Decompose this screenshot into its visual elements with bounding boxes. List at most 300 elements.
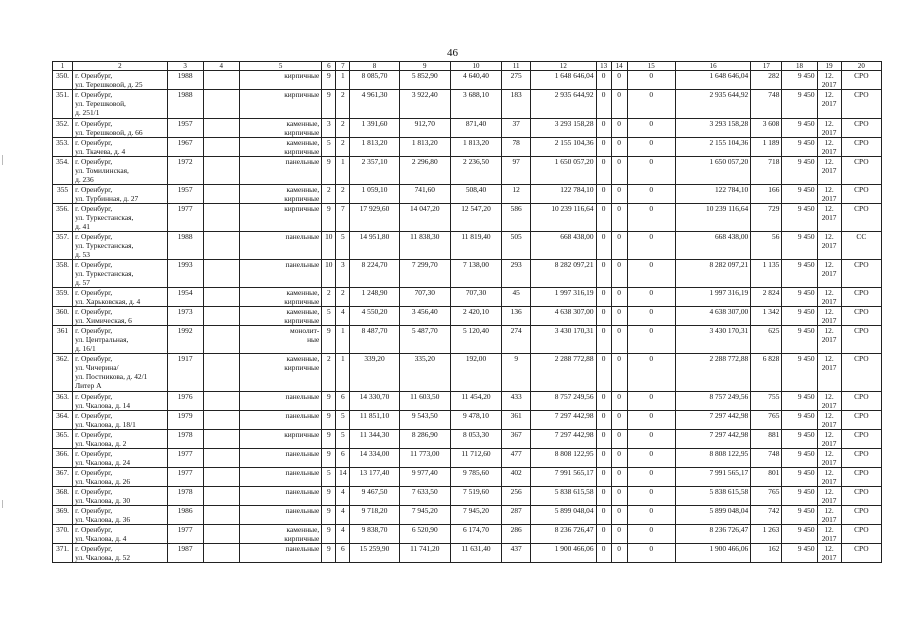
address-line: ул. Терешковой, д. 25 xyxy=(75,80,143,89)
max-cost-cell: 9 450 xyxy=(782,430,817,449)
unit-cost-cell: 282 xyxy=(751,71,782,90)
address-line: г. Оренбург, xyxy=(75,71,113,80)
cost-total-cell: 5 899 048,04 xyxy=(675,506,750,525)
cost-total-cell: 3 293 158,28 xyxy=(675,119,750,138)
residents-cell: 367 xyxy=(502,430,531,449)
wall-material-cell xyxy=(239,119,321,138)
row-number-cell: 357. xyxy=(53,232,73,260)
cost-total-cell: 668 438,00 xyxy=(675,232,750,260)
deadline-line: 12. xyxy=(824,157,834,166)
floors-cell: 2 xyxy=(322,288,336,307)
wall-material-line: кирпичные xyxy=(284,194,320,203)
table-row xyxy=(53,71,882,90)
zero-cell: 0 xyxy=(596,392,611,411)
wall-material-cell xyxy=(239,232,321,260)
total-area-cell: 17 929,60 xyxy=(350,204,399,232)
method-cell: СРО xyxy=(841,90,881,119)
address-line: г. Оренбург, xyxy=(75,232,113,241)
living-area-cell: 11 712,60 xyxy=(450,449,501,468)
column-number-cell: 16 xyxy=(675,62,750,71)
row-number-cell: 355 xyxy=(53,185,73,204)
table-row xyxy=(53,157,882,185)
address-line: г. Оренбург, xyxy=(75,468,113,477)
row-number-cell: 350. xyxy=(53,71,73,90)
cost-cell: 8 282 097,21 xyxy=(531,260,596,288)
method-cell: СРО xyxy=(841,157,881,185)
unit-cost-cell: 166 xyxy=(751,185,782,204)
living-area-cell: 7 138,00 xyxy=(450,260,501,288)
address-line: ул. Чкалова, д. 26 xyxy=(75,477,131,486)
year-cell: 1977 xyxy=(167,204,203,232)
floors-cell: 2 xyxy=(322,354,336,392)
deadline-cell xyxy=(817,204,841,232)
cost-cell: 2 288 772,88 xyxy=(531,354,596,392)
address-cell xyxy=(73,90,167,119)
year-cell: 1993 xyxy=(167,260,203,288)
deadline-cell xyxy=(817,260,841,288)
cost-cell: 668 438,00 xyxy=(531,232,596,260)
address-line: г. Оренбург, xyxy=(75,138,113,147)
area-cell: 707,30 xyxy=(399,288,450,307)
total-area-cell: 1 248,90 xyxy=(350,288,399,307)
table-row xyxy=(53,138,882,157)
cost-total-cell: 1 900 466,06 xyxy=(675,544,750,563)
address-line: ул. Постникова, д. 42/1 xyxy=(75,372,148,381)
entrances-cell: 1 xyxy=(336,71,350,90)
cost-total-cell: 1 997 316,19 xyxy=(675,288,750,307)
entrances-cell: 5 xyxy=(336,430,350,449)
zero-cell: 0 xyxy=(627,487,675,506)
year-cell: 1957 xyxy=(167,119,203,138)
living-area-cell: 2 236,50 xyxy=(450,157,501,185)
empty-cell xyxy=(203,506,239,525)
column-number-cell: 5 xyxy=(239,62,321,71)
row-number-cell: 361 xyxy=(53,326,73,354)
address-line: г. Оренбург, xyxy=(75,288,113,297)
wall-material-cell xyxy=(239,71,321,90)
max-cost-cell: 9 450 xyxy=(782,392,817,411)
residents-cell: 136 xyxy=(502,307,531,326)
floors-cell: 9 xyxy=(322,157,336,185)
cost-total-cell: 122 784,10 xyxy=(675,185,750,204)
column-number-cell: 18 xyxy=(782,62,817,71)
max-cost-cell: 9 450 xyxy=(782,449,817,468)
residents-cell: 361 xyxy=(502,411,531,430)
cost-cell: 4 638 307,00 xyxy=(531,307,596,326)
floors-cell: 10 xyxy=(322,232,336,260)
empty-cell xyxy=(203,449,239,468)
row-number-cell: 363. xyxy=(53,392,73,411)
empty-cell xyxy=(203,326,239,354)
wall-material-line: панельные xyxy=(285,232,320,241)
zero-cell: 0 xyxy=(611,157,627,185)
area-cell: 9 977,40 xyxy=(399,468,450,487)
zero-cell: 0 xyxy=(627,119,675,138)
method-cell: СРО xyxy=(841,326,881,354)
method-cell: СРО xyxy=(841,71,881,90)
method-cell: СРО xyxy=(841,449,881,468)
entrances-cell: 5 xyxy=(336,232,350,260)
column-number-cell: 1 xyxy=(53,62,73,71)
wall-material-cell xyxy=(239,506,321,525)
entrances-cell: 5 xyxy=(336,411,350,430)
empty-cell xyxy=(203,157,239,185)
address-line: г. Оренбург, xyxy=(75,90,113,99)
unit-cost-cell: 729 xyxy=(751,204,782,232)
column-number-cell: 11 xyxy=(502,62,531,71)
residents-cell: 286 xyxy=(502,525,531,544)
max-cost-cell: 9 450 xyxy=(782,326,817,354)
address-cell xyxy=(73,307,167,326)
cost-total-cell: 2 935 644,92 xyxy=(675,90,750,119)
wall-material-line: каменные, xyxy=(286,119,320,128)
method-cell: СРО xyxy=(841,354,881,392)
deadline-cell xyxy=(817,354,841,392)
year-cell: 1973 xyxy=(167,307,203,326)
total-area-cell: 9 838,70 xyxy=(350,525,399,544)
zero-cell: 0 xyxy=(627,392,675,411)
address-cell xyxy=(73,411,167,430)
zero-cell: 0 xyxy=(596,185,611,204)
living-area-cell: 11 631,40 xyxy=(450,544,501,563)
floors-cell: 5 xyxy=(322,307,336,326)
living-area-cell: 12 547,20 xyxy=(450,204,501,232)
year-cell: 1988 xyxy=(167,71,203,90)
total-area-cell: 14 951,80 xyxy=(350,232,399,260)
floors-cell: 10 xyxy=(322,260,336,288)
year-cell: 1976 xyxy=(167,392,203,411)
zero-cell: 0 xyxy=(611,354,627,392)
unit-cost-cell: 748 xyxy=(751,449,782,468)
empty-cell xyxy=(203,260,239,288)
max-cost-cell: 9 450 xyxy=(782,506,817,525)
cost-total-cell: 4 638 307,00 xyxy=(675,307,750,326)
address-line: ул. Чкалова, д. 36 xyxy=(75,515,131,524)
cost-cell: 8 236 726,47 xyxy=(531,525,596,544)
column-number-cell: 20 xyxy=(841,62,881,71)
address-line: ул. Чичерина/ xyxy=(75,363,119,372)
zero-cell: 0 xyxy=(627,138,675,157)
total-area-cell: 1 391,60 xyxy=(350,119,399,138)
zero-cell: 0 xyxy=(596,449,611,468)
unit-cost-cell: 162 xyxy=(751,544,782,563)
address-line: ул. Ткачева, д. 4 xyxy=(75,147,126,156)
wall-material-line: монолит- xyxy=(290,326,320,335)
row-number-cell: 362. xyxy=(53,354,73,392)
address-line: д. 41 xyxy=(75,222,90,231)
residents-cell: 586 xyxy=(502,204,531,232)
max-cost-cell: 9 450 xyxy=(782,232,817,260)
floors-cell: 9 xyxy=(322,326,336,354)
year-cell: 1967 xyxy=(167,138,203,157)
deadline-line: 2017 xyxy=(821,241,837,250)
max-cost-cell: 9 450 xyxy=(782,487,817,506)
total-area-cell: 1 813,20 xyxy=(350,138,399,157)
living-area-cell: 8 053,30 xyxy=(450,430,501,449)
living-area-cell: 4 640,40 xyxy=(450,71,501,90)
entrances-cell: 4 xyxy=(336,487,350,506)
table-row xyxy=(53,392,882,411)
cost-total-cell: 1 648 646,04 xyxy=(675,71,750,90)
address-cell xyxy=(73,138,167,157)
zero-cell: 0 xyxy=(596,119,611,138)
empty-cell xyxy=(203,288,239,307)
zero-cell: 0 xyxy=(627,288,675,307)
address-line: г. Оренбург, xyxy=(75,430,113,439)
zero-cell: 0 xyxy=(627,411,675,430)
address-line: г. Оренбург, xyxy=(75,354,113,363)
unit-cost-cell: 3 608 xyxy=(751,119,782,138)
deadline-line: 12. xyxy=(824,307,834,316)
table-body xyxy=(53,62,882,563)
residents-cell: 256 xyxy=(502,487,531,506)
wall-material-cell xyxy=(239,411,321,430)
wall-material-cell xyxy=(239,354,321,392)
deadline-line: 12. xyxy=(824,71,834,80)
address-line: ул. Туркестанская, xyxy=(75,269,134,278)
cost-cell: 2 155 104,36 xyxy=(531,138,596,157)
residents-cell: 78 xyxy=(502,138,531,157)
deadline-cell xyxy=(817,449,841,468)
cost-total-cell: 2 288 772,88 xyxy=(675,354,750,392)
address-line: ул. Турбинная, д. 27 xyxy=(75,194,139,203)
cost-cell: 1 648 646,04 xyxy=(531,71,596,90)
column-number-cell: 14 xyxy=(611,62,627,71)
deadline-line: 12. xyxy=(824,544,834,553)
wall-material-cell xyxy=(239,487,321,506)
zero-cell: 0 xyxy=(596,157,611,185)
zero-cell: 0 xyxy=(627,506,675,525)
deadline-cell xyxy=(817,157,841,185)
method-cell: СРО xyxy=(841,260,881,288)
max-cost-cell: 9 450 xyxy=(782,525,817,544)
address-line: ул. Томилинская, xyxy=(75,166,129,175)
deadline-line: 2017 xyxy=(821,534,837,543)
table-row xyxy=(53,119,882,138)
max-cost-cell: 9 450 xyxy=(782,204,817,232)
zero-cell: 0 xyxy=(596,354,611,392)
table-row xyxy=(53,185,882,204)
row-number-cell: 368. xyxy=(53,487,73,506)
zero-cell: 0 xyxy=(611,119,627,138)
zero-cell: 0 xyxy=(611,392,627,411)
cost-cell: 5 899 048,04 xyxy=(531,506,596,525)
max-cost-cell: 9 450 xyxy=(782,544,817,563)
deadline-cell xyxy=(817,487,841,506)
column-number-cell: 15 xyxy=(627,62,675,71)
row-number-cell: 359. xyxy=(53,288,73,307)
row-number-cell: 354. xyxy=(53,157,73,185)
total-area-cell: 9 718,20 xyxy=(350,506,399,525)
method-cell: СРО xyxy=(841,138,881,157)
living-area-cell: 11 454,20 xyxy=(450,392,501,411)
method-cell: СРО xyxy=(841,411,881,430)
cost-cell: 122 784,10 xyxy=(531,185,596,204)
wall-material-cell xyxy=(239,326,321,354)
total-area-cell: 8 085,70 xyxy=(350,71,399,90)
address-cell xyxy=(73,119,167,138)
address-cell xyxy=(73,506,167,525)
column-number-cell: 8 xyxy=(350,62,399,71)
residents-cell: 97 xyxy=(502,157,531,185)
method-cell: СРО xyxy=(841,392,881,411)
wall-material-line: панельные xyxy=(285,468,320,477)
address-line: ул. Харьковская, д. 4 xyxy=(75,297,141,306)
deadline-line: 2017 xyxy=(821,458,837,467)
housing-registry-table xyxy=(52,61,882,563)
address-cell xyxy=(73,232,167,260)
deadline-line: 12. xyxy=(824,326,834,335)
row-number-cell: 358. xyxy=(53,260,73,288)
address-cell xyxy=(73,392,167,411)
deadline-line: 2017 xyxy=(821,401,837,410)
row-number-cell: 351. xyxy=(53,90,73,119)
deadline-cell xyxy=(817,138,841,157)
address-line: г. Оренбург, xyxy=(75,392,113,401)
row-number-cell: 370. xyxy=(53,525,73,544)
deadline-line: 2017 xyxy=(821,194,837,203)
deadline-line: 12. xyxy=(824,90,834,99)
page-number: 46 xyxy=(447,47,458,59)
area-cell: 7 945,20 xyxy=(399,506,450,525)
year-cell: 1977 xyxy=(167,468,203,487)
cost-total-cell: 7 297 442,98 xyxy=(675,430,750,449)
area-cell: 7 633,50 xyxy=(399,487,450,506)
row-number-cell: 352. xyxy=(53,119,73,138)
year-cell: 1978 xyxy=(167,430,203,449)
zero-cell: 0 xyxy=(627,157,675,185)
cost-total-cell: 10 239 116,64 xyxy=(675,204,750,232)
deadline-line: 2017 xyxy=(821,496,837,505)
cost-total-cell: 3 430 170,31 xyxy=(675,326,750,354)
total-area-cell: 1 059,10 xyxy=(350,185,399,204)
cost-cell: 7 297 442,98 xyxy=(531,430,596,449)
address-line: д. 16/1 xyxy=(75,344,96,353)
deadline-line: 2017 xyxy=(821,420,837,429)
total-area-cell: 4 961,30 xyxy=(350,90,399,119)
unit-cost-cell: 755 xyxy=(751,392,782,411)
year-cell: 1977 xyxy=(167,525,203,544)
entrances-cell: 7 xyxy=(336,204,350,232)
wall-material-line: кирпичные xyxy=(284,316,320,325)
column-number-cell: 12 xyxy=(531,62,596,71)
wall-material-cell xyxy=(239,157,321,185)
living-area-cell: 7 945,20 xyxy=(450,506,501,525)
deadline-line: 12. xyxy=(824,449,834,458)
address-line: г. Оренбург, xyxy=(75,449,113,458)
empty-cell xyxy=(203,544,239,563)
entrances-cell: 6 xyxy=(336,392,350,411)
living-area-cell: 9 478,10 xyxy=(450,411,501,430)
empty-cell xyxy=(203,392,239,411)
wall-material-cell xyxy=(239,392,321,411)
deadline-cell xyxy=(817,119,841,138)
entrances-cell: 2 xyxy=(336,138,350,157)
wall-material-line: ные xyxy=(307,335,320,344)
zero-cell: 0 xyxy=(627,449,675,468)
unit-cost-cell: 801 xyxy=(751,468,782,487)
deadline-line: 2017 xyxy=(821,80,837,89)
floors-cell: 9 xyxy=(322,430,336,449)
address-cell xyxy=(73,288,167,307)
cost-cell: 7 297 442,98 xyxy=(531,411,596,430)
empty-cell xyxy=(203,185,239,204)
address-line: ул. Чкалова, д. 14 xyxy=(75,401,131,410)
unit-cost-cell: 765 xyxy=(751,411,782,430)
cost-cell: 8 757 249,56 xyxy=(531,392,596,411)
wall-material-cell xyxy=(239,307,321,326)
method-cell: СРО xyxy=(841,288,881,307)
address-line: г. Оренбург, xyxy=(75,487,113,496)
deadline-line: 2017 xyxy=(821,213,837,222)
wall-material-line: кирпичные xyxy=(284,363,320,372)
wall-material-line: панельные xyxy=(285,260,320,269)
wall-material-line: панельные xyxy=(285,157,320,166)
deadline-line: 12. xyxy=(824,411,834,420)
residents-cell: 37 xyxy=(502,119,531,138)
deadline-line: 12. xyxy=(824,525,834,534)
entrances-cell: 1 xyxy=(336,157,350,185)
max-cost-cell: 9 450 xyxy=(782,138,817,157)
deadline-cell xyxy=(817,307,841,326)
address-line: г. Оренбург, xyxy=(75,157,113,166)
residents-cell: 183 xyxy=(502,90,531,119)
cost-cell: 3 293 158,28 xyxy=(531,119,596,138)
deadline-cell xyxy=(817,411,841,430)
area-cell: 11 603,50 xyxy=(399,392,450,411)
residents-cell: 402 xyxy=(502,468,531,487)
deadline-line: 2017 xyxy=(821,99,837,108)
address-cell xyxy=(73,71,167,90)
floors-cell: 5 xyxy=(322,468,336,487)
residents-cell: 45 xyxy=(502,288,531,307)
entrances-cell: 4 xyxy=(336,525,350,544)
floors-cell: 5 xyxy=(322,138,336,157)
method-cell: СРО xyxy=(841,185,881,204)
wall-material-line: панельные xyxy=(285,506,320,515)
column-number-cell: 2 xyxy=(73,62,167,71)
zero-cell: 0 xyxy=(611,288,627,307)
method-cell: СРО xyxy=(841,525,881,544)
method-cell: СРО xyxy=(841,430,881,449)
max-cost-cell: 9 450 xyxy=(782,90,817,119)
living-area-cell: 7 519,60 xyxy=(450,487,501,506)
zero-cell: 0 xyxy=(627,468,675,487)
area-cell: 741,60 xyxy=(399,185,450,204)
scan-mark xyxy=(2,155,3,165)
deadline-line: 12. xyxy=(824,506,834,515)
table-row xyxy=(53,326,882,354)
max-cost-cell: 9 450 xyxy=(782,260,817,288)
table-row xyxy=(53,525,882,544)
table-row xyxy=(53,204,882,232)
area-cell: 1 813,20 xyxy=(399,138,450,157)
max-cost-cell: 9 450 xyxy=(782,288,817,307)
floors-cell: 9 xyxy=(322,204,336,232)
cost-cell: 2 935 644,92 xyxy=(531,90,596,119)
deadline-line: 2017 xyxy=(821,297,837,306)
table-row xyxy=(53,468,882,487)
empty-cell xyxy=(203,468,239,487)
column-number-row xyxy=(53,62,882,71)
deadline-cell xyxy=(817,544,841,563)
address-line: г. Оренбург, xyxy=(75,544,113,553)
unit-cost-cell: 1 135 xyxy=(751,260,782,288)
wall-material-line: кирпичные xyxy=(284,297,320,306)
floors-cell: 9 xyxy=(322,506,336,525)
address-cell xyxy=(73,449,167,468)
residents-cell: 433 xyxy=(502,392,531,411)
